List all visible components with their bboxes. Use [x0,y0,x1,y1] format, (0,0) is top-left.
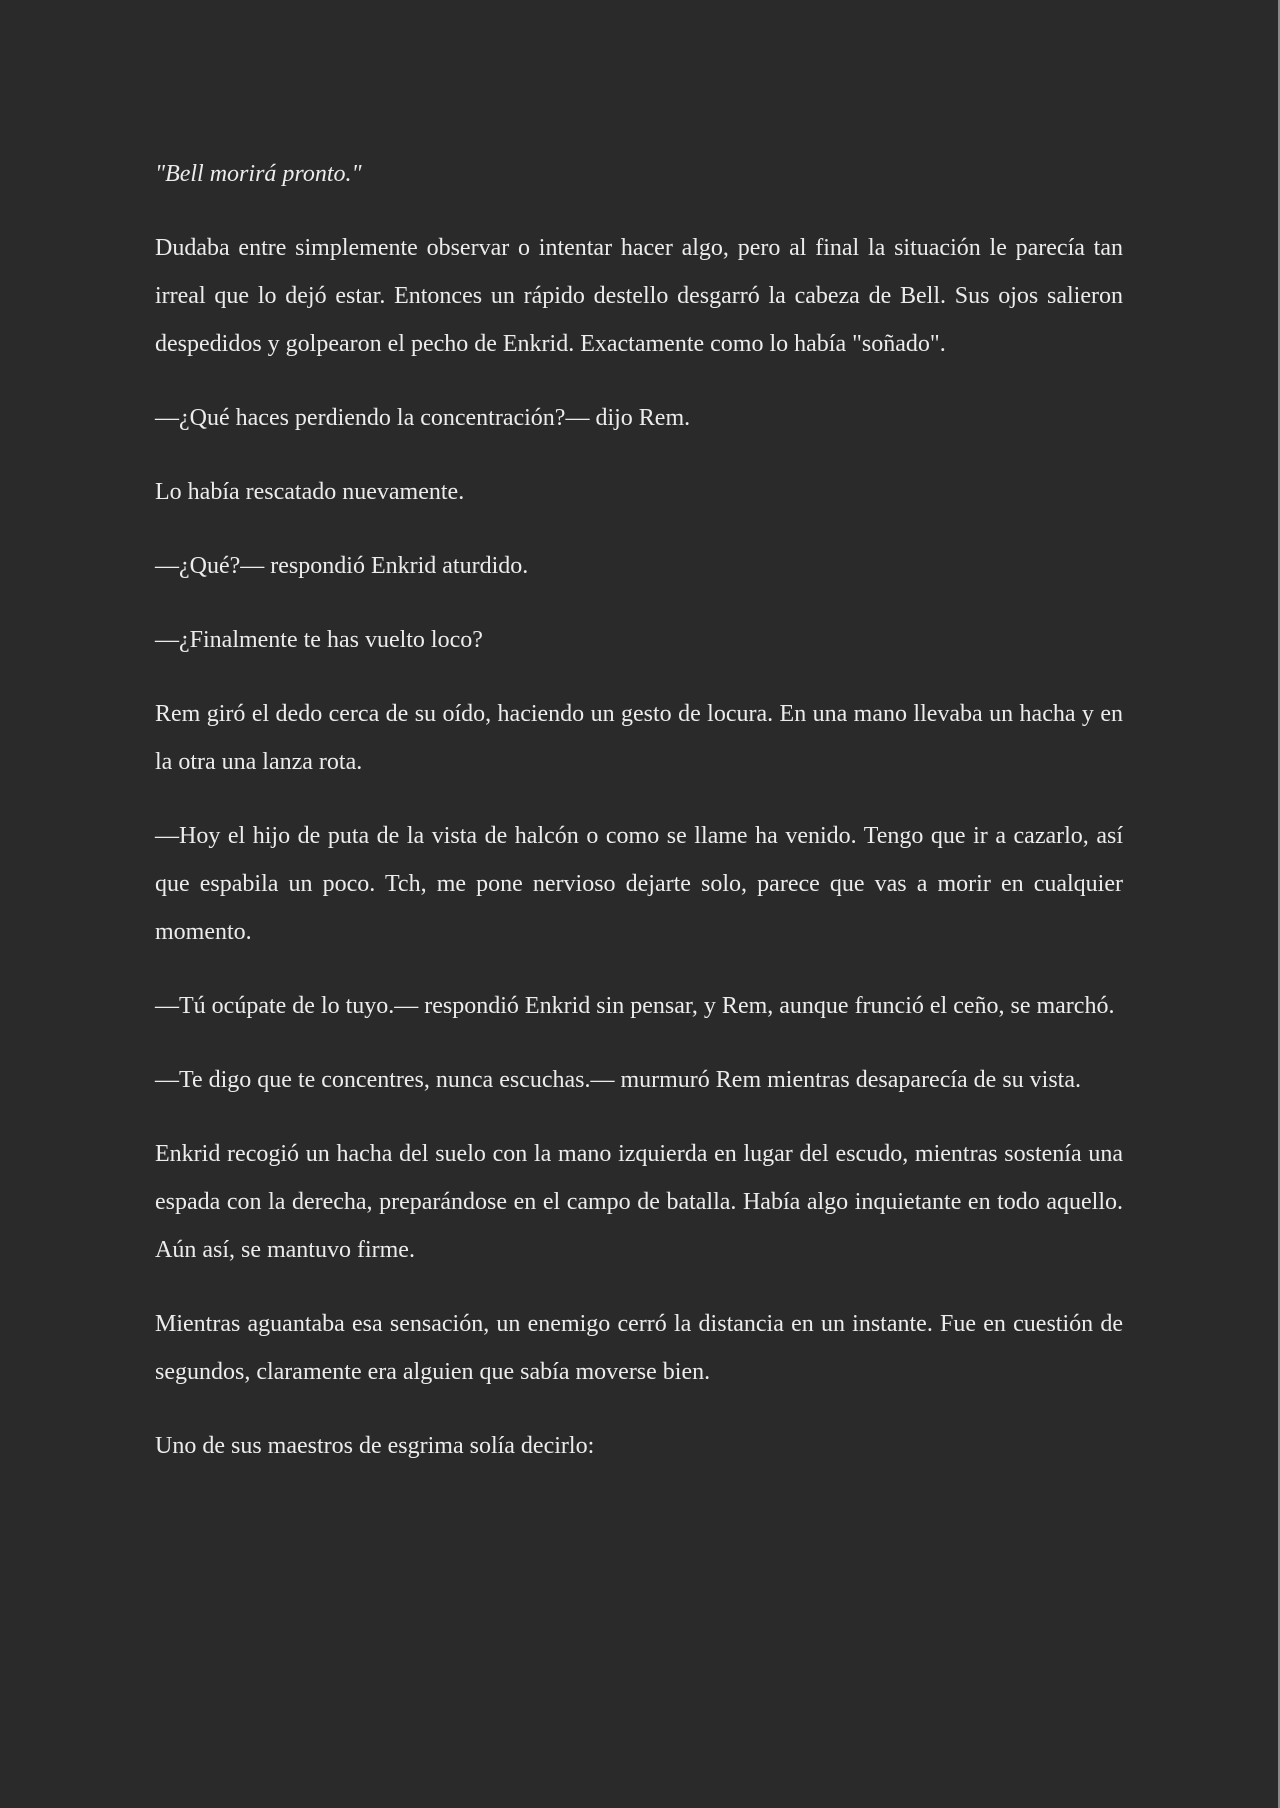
paragraph: —Tú ocúpate de lo tuyo.— respondió Enkrid sin pensar, y Rem, aunque frunció el ceño, se marchó. [155,993,1115,1019]
paragraph: Rem giró el dedo cerca de su oído, haciendo un gesto de locura. En una mano llevaba un hacha y en la otra una lanza rota. [155,701,1123,775]
paragraph: Dudaba entre simplemente observar o intentar hacer algo, pero al final la situación le parecía tan irreal que lo dejó estar. Entonces un rápido destello desgarró la cabeza de Bell. Sus ojos salieron despedidos y golpearon el pecho de Enkrid. Exactamente como lo había "soñado". [155,235,1123,357]
paragraph-quote: "Bell morirá pronto." [155,161,362,187]
paragraph: —Te digo que te concentres, nunca escuchas.— murmuró Rem mientras desaparecía de su vista. [155,1067,1082,1093]
chapter-text [155,150,1123,1496]
paragraph: —Hoy el hijo de puta de la vista de halcón o como se llame ha venido. Tengo que ir a cazarlo, así que espabila un poco. Tch, me pone nervioso dejarte solo, parece que vas a morir en cualquier momento. [155,823,1123,945]
paragraph: —¿Finalmente te has vuelto loco? [155,627,483,653]
paragraph: Lo había rescatado nuevamente. [155,479,465,505]
paragraph: —¿Qué haces perdiendo la concentración?— dijo Rem. [155,405,691,431]
paragraph: —¿Qué?— respondió Enkrid aturdido. [155,553,529,579]
paragraph: Enkrid recogió un hacha del suelo con la mano izquierda en lugar del escudo, mientras sostenía una espada con la derecha, preparándose en el campo de batalla. Había algo inquietante en todo aquello. Aún así, se mantuvo firme. [155,1141,1123,1263]
paragraph: Uno de sus maestros de esgrima solía decirlo: [155,1433,595,1459]
paragraph: Mientras aguantaba esa sensación, un enemigo cerró la distancia en un instante. Fue en cuestión de segundos, claramente era alguien que sabía moverse bien. [155,1311,1123,1385]
